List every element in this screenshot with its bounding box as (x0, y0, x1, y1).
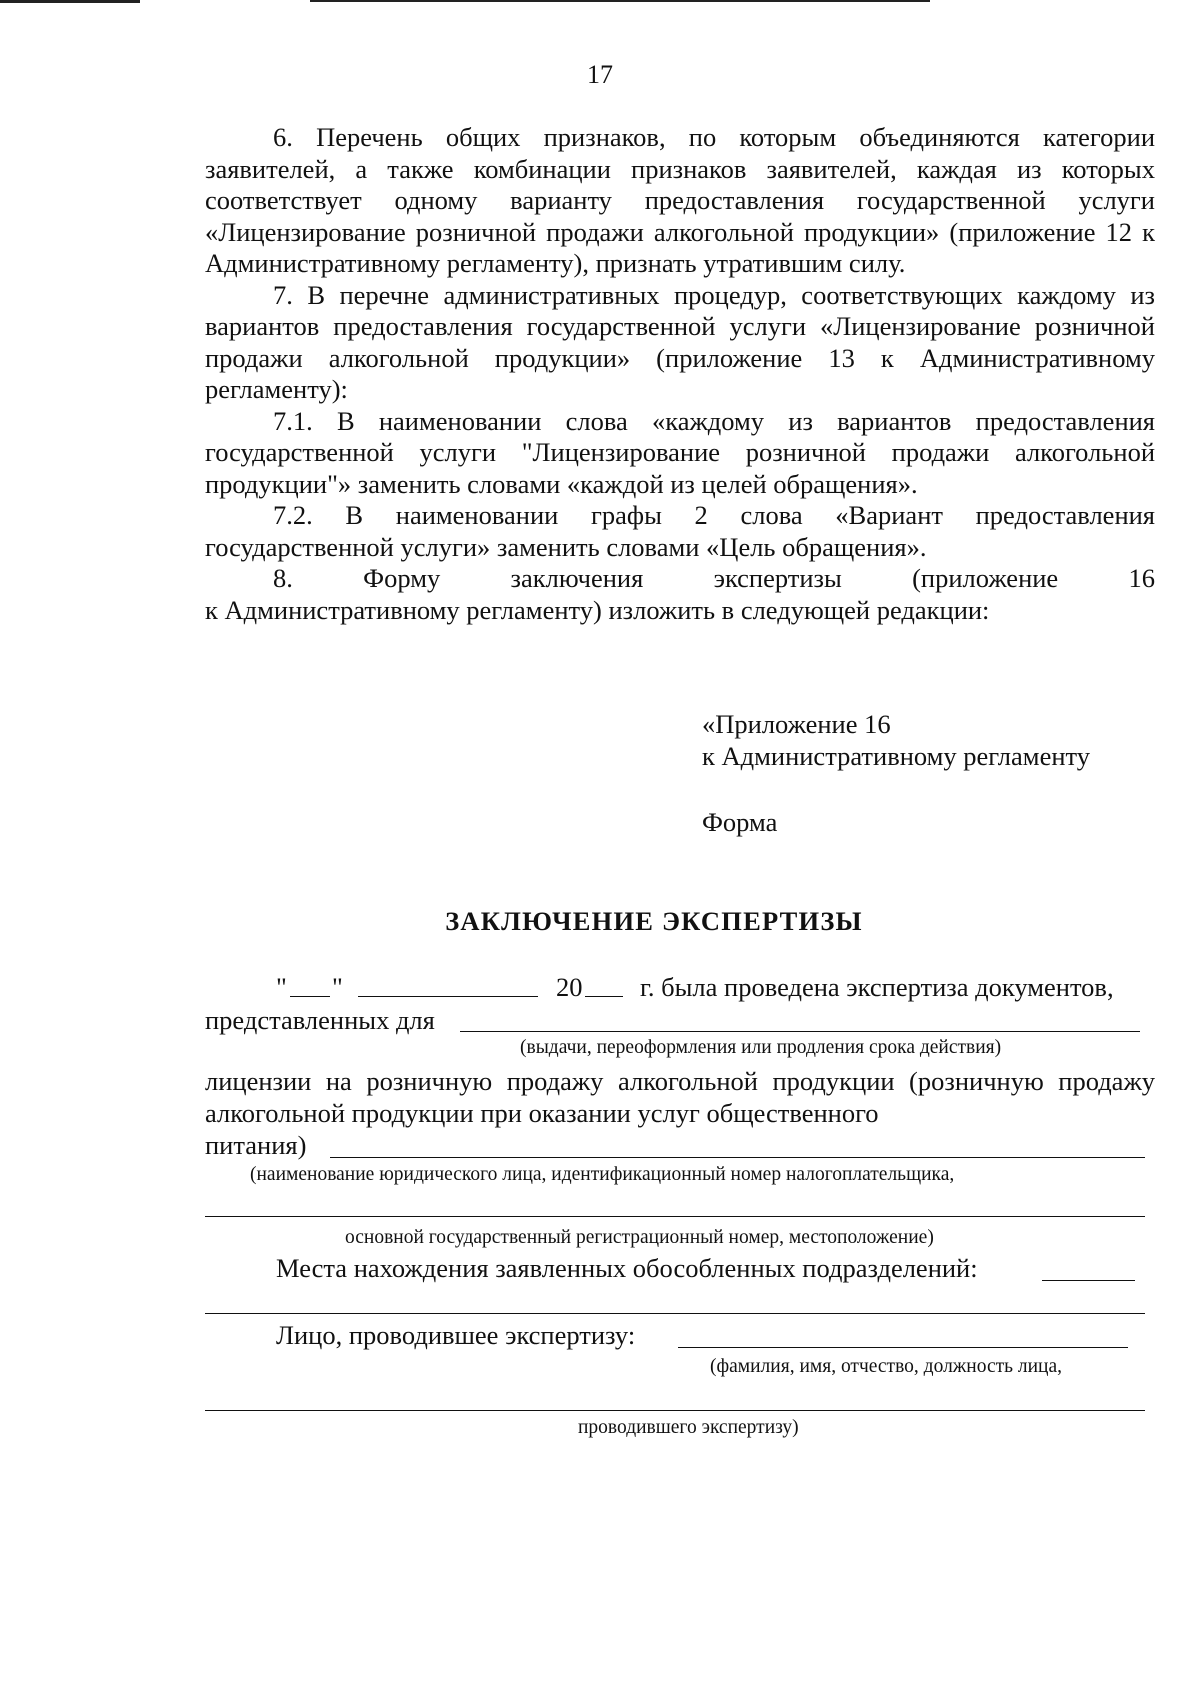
person-blank-2 (205, 1410, 1145, 1411)
hint-person-2: проводившего экспертизу) (578, 1417, 799, 1438)
hint-ogrn: основной государственный регистрационный номер, местоположение) (345, 1227, 934, 1248)
paragraph-8-line1: 8. Форму заключения экспертизы (приложение 16 (273, 563, 1155, 593)
places-blank-2 (205, 1313, 1145, 1314)
form-title: ЗАКЛЮЧЕНИЕ ЭКСПЕРТИЗЫ (445, 906, 863, 936)
appendix-line-2: к Административному регламенту (702, 741, 1090, 771)
hint-issue: (выдачи, переоформления или продления срока действия) (520, 1037, 1002, 1058)
month-blank (358, 996, 538, 997)
appendix-line-1: «Приложение 16 (702, 709, 891, 739)
presented-for-label: представленных для (205, 1005, 435, 1035)
entity-blank-2 (205, 1216, 1145, 1217)
nutrition-label: питания) (205, 1130, 307, 1160)
paragraph-7-2: 7.2. В наименовании графы 2 слова «Вариант предоставления государственной услуги» заменить словами «Цель обращения». (205, 500, 1155, 562)
year-prefix: 20 (556, 972, 583, 1002)
scan-edge-mark-left (0, 0, 140, 3)
year-blank (585, 996, 623, 997)
hint-person-1: (фамилия, имя, отчество, должность лица, (710, 1356, 1063, 1377)
date-close-quote: " (332, 972, 343, 1002)
places-label: Места нахождения заявленных обособленных подразделений: (276, 1253, 978, 1283)
page-number: 17 (587, 60, 613, 89)
document-body (205, 122, 1155, 626)
date-open-quote: " (276, 972, 287, 1002)
after-year-text: г. была проведена экспертиза документов, (640, 972, 1114, 1002)
places-blank (1042, 1280, 1135, 1281)
license-paragraph: лицензии на розничную продажу алкогольной продукции (розничную продажу алкогольной продукции при оказании услуг общественного (205, 1066, 1155, 1128)
appendix-form-label: Форма (702, 807, 778, 837)
entity-blank (330, 1157, 1145, 1158)
day-blank (290, 996, 330, 997)
person-label: Лицо, проводившее экспертизу: (276, 1320, 636, 1350)
person-blank (678, 1347, 1128, 1348)
paragraph-6: 6. Перечень общих признаков, по которым объединяются категории заявителей, а также комбинации признаков заявителей, каждая из которых соответствует одному варианту предоставления государственной услуги «Лицензирование розничной продажи алкогольной продукции» (приложение 12 к Административному регламенту), признать утратившим силу. (205, 122, 1155, 278)
scan-edge-mark-right (310, 0, 930, 2)
hint-entity: (наименование юридического лица, идентификационный номер налогоплательщика, (250, 1164, 955, 1185)
license-text (205, 1066, 1155, 1129)
paragraph-7-1: 7.1. В наименовании слова «каждому из вариантов предоставления государственной услуги "Лицензирование розничной продажи алкогольной продукции"» заменить словами «каждой из целей обращения». (205, 405, 1155, 499)
paragraph-7: 7. В перечне административных процедур, соответствующих каждому из вариантов предоставления государственной услуги «Лицензирование розничной продажи алкогольной продукции» (приложение 13 к Административному регламенту): (205, 279, 1155, 404)
purpose-blank (460, 1031, 1140, 1032)
paragraph-8-line2: к Административному регламенту) изложить в следующей редакции: (205, 594, 990, 625)
